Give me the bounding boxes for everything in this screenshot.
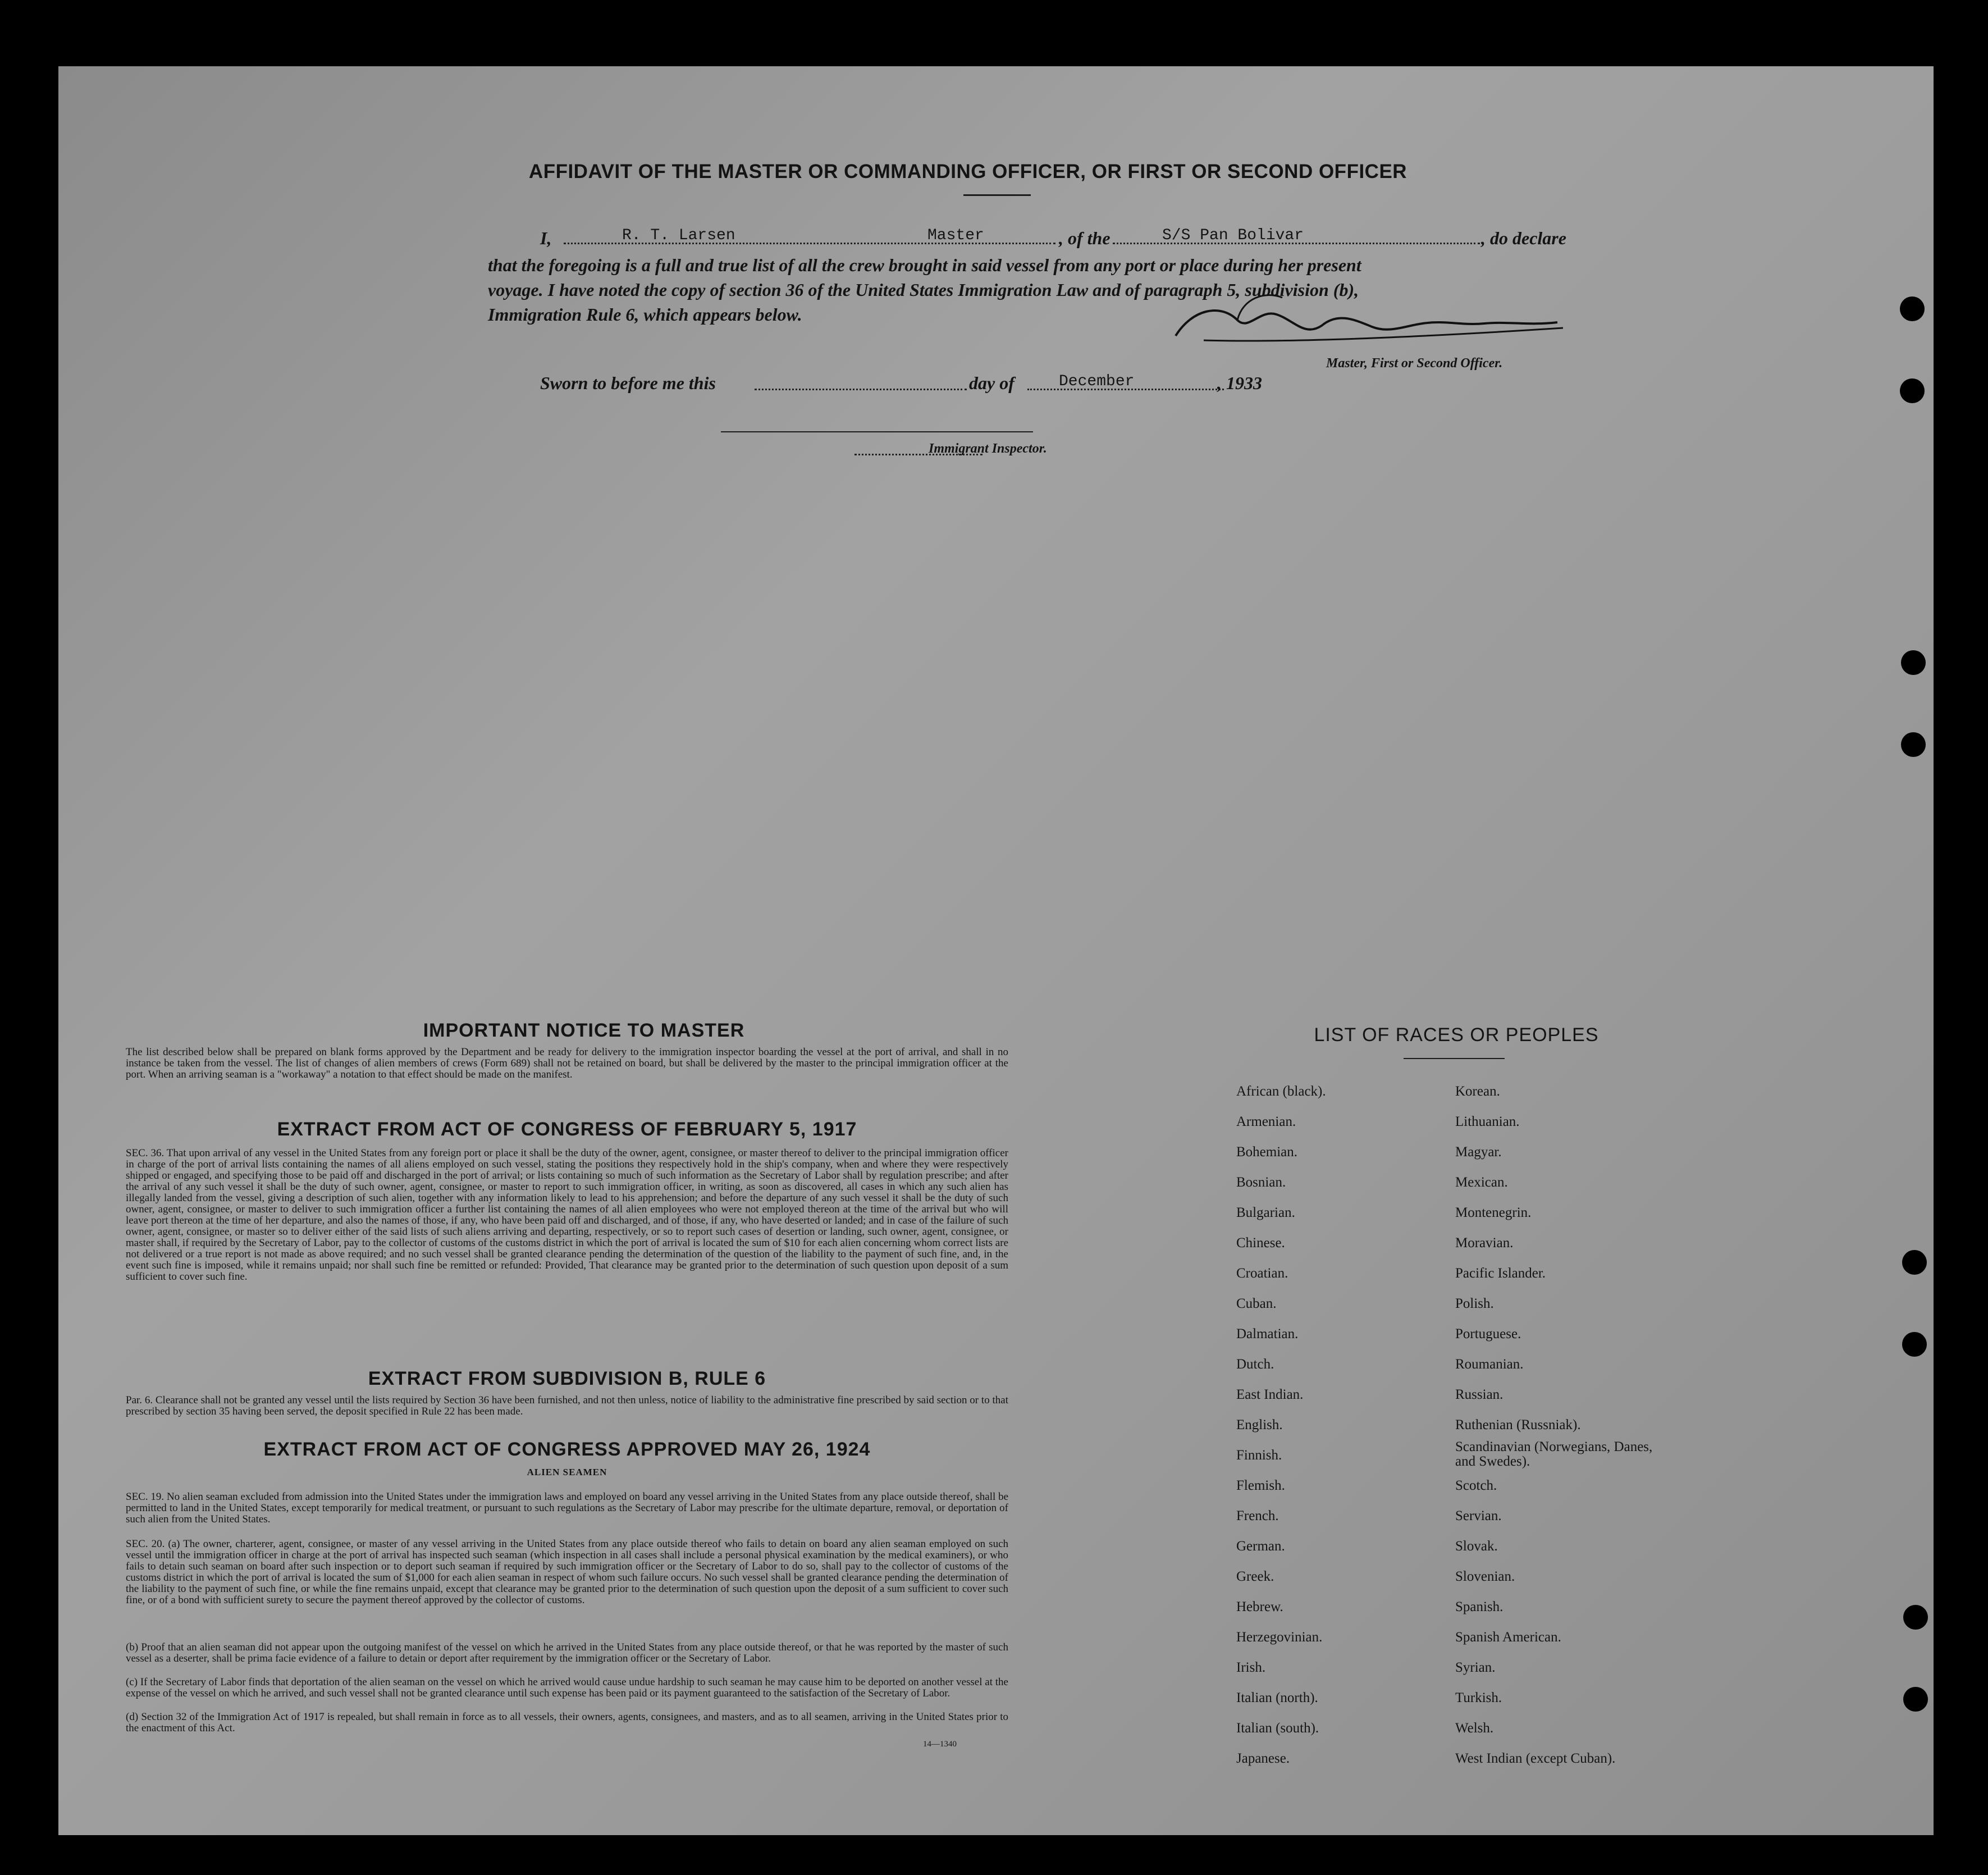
race-right: Polish. — [1455, 1296, 1494, 1311]
race-right: Moravian. — [1455, 1235, 1514, 1251]
sworn-year: , 1933 — [1217, 373, 1262, 393]
race-right: Magyar. — [1455, 1144, 1502, 1160]
master-name: R. T. Larsen — [622, 227, 735, 244]
punch-hole — [1901, 650, 1926, 675]
races-title: LIST OF RACES OR PEOPLES — [1314, 1024, 1599, 1046]
i-label: I, — [540, 228, 552, 248]
inspector-caption: Immigrant Inspector. — [929, 441, 1047, 456]
race-left: Flemish. — [1236, 1478, 1285, 1493]
master-rank: Master — [927, 227, 984, 244]
race-left: Dutch. — [1236, 1357, 1274, 1372]
race-left: Finnish. — [1236, 1448, 1282, 1463]
race-left: Cuban. — [1236, 1296, 1277, 1311]
race-right: Ruthenian (Russniak). — [1455, 1417, 1581, 1433]
act-1924-sec-20b: (b) Proof that an alien seaman did not appear upon the outgoing manifest of the vessel on which he arrived in the United States from any place outside thereof, or that he was reported by the master of such vessel as a deserter, shall be prima facie evidence of a failure to detain or deport after requirement by the immigration officer or the Secretary of Labor. — [126, 1641, 1008, 1664]
notice-title: IMPORTANT NOTICE TO MASTER — [423, 1020, 745, 1041]
act-1924-subtitle: ALIEN SEAMEN — [527, 1467, 607, 1477]
race-left: Japanese. — [1236, 1751, 1290, 1766]
signature-caption: Master, First or Second Officer. — [1326, 356, 1503, 371]
punch-hole — [1903, 1687, 1928, 1712]
race-left: Herzegovinian. — [1236, 1630, 1323, 1645]
signature — [1170, 286, 1585, 354]
race-right: Roumanian. — [1455, 1357, 1524, 1372]
race-right: Scotch. — [1455, 1478, 1497, 1493]
form-sheet — [58, 66, 1934, 1835]
affidavit-line-3: Immigration Rule 6, which appears below. — [488, 304, 802, 325]
race-left: Chinese. — [1236, 1235, 1285, 1251]
races-title-underline — [1404, 1058, 1505, 1059]
do-declare-label: , do declare — [1481, 228, 1566, 248]
race-left: Italian (north). — [1236, 1690, 1318, 1705]
race-right: Spanish American. — [1455, 1630, 1561, 1645]
race-left: East Indian. — [1236, 1387, 1304, 1402]
race-right: Slovak. — [1455, 1539, 1498, 1554]
act-1924-sec-20d: (d) Section 32 of the Immigration Act of 1917 is repealed, but shall remain in force as to all vessels, their owners, agents, consignees, and masters, and as to all seamen, arriving in the United States prior to the enactment of this Act. — [126, 1711, 1008, 1734]
race-right: Montenegrin. — [1455, 1205, 1532, 1220]
punch-hole — [1900, 378, 1925, 403]
race-right: Turkish. — [1455, 1690, 1502, 1705]
punch-hole — [1901, 732, 1926, 757]
race-left: Hebrew. — [1236, 1599, 1283, 1614]
title-underline — [963, 194, 1031, 196]
punch-hole — [1903, 1605, 1928, 1630]
race-right: Lithuanian. — [1455, 1114, 1520, 1129]
race-right: Spanish. — [1455, 1599, 1503, 1614]
race-right: Portuguese. — [1455, 1326, 1521, 1342]
race-right: Mexican. — [1455, 1175, 1508, 1190]
act-1924-title: EXTRACT FROM ACT OF CONGRESS APPROVED MAY 26, 1924 — [263, 1439, 871, 1460]
affidavit-title: AFFIDAVIT OF THE MASTER OR COMMANDING OFFICER, OR FIRST OR SECOND OFFICER — [528, 161, 1407, 183]
race-left: Dalmatian. — [1236, 1326, 1299, 1342]
race-left: Bohemian. — [1236, 1144, 1298, 1160]
sworn-month: December — [1059, 373, 1135, 390]
race-right: Slovenian. — [1455, 1569, 1515, 1584]
race-right: Korean. — [1455, 1084, 1500, 1099]
act-1924-sec-20a: SEC. 20. (a) The owner, charterer, agent, consignee, or master of any vessel arriving in the United States from any place outside thereof who fails to detain on board any alien seaman employed on such vessel until the immigration officer in charge at the port of arrival has inspected such seaman (which inspection in all cases shall include a personal physical examination by the medical examiners), or who fails to detain such seaman on board after such inspection or to deport such seaman if required by such immigration officer or the Secretary of Labor to do so, shall pay to the collector of customs of the customs district in which the port of arrival is located the sum of $1,000 for each alien seaman in respect of whom such failure occurs. No such vessel shall be granted clearance pending the determination of the liability to the payment of such fine, or while the fine remains unpaid, except that clearance may be granted prior to the determination of such question upon the deposit of a sum sufficient to cover such fine, or of a bond with sufficient surety to secure the payment thereof approved by the collector of customs. — [126, 1538, 1008, 1606]
race-left: Irish. — [1236, 1660, 1266, 1675]
form-number: 14—1340 — [923, 1740, 957, 1749]
race-right: West Indian (except Cuban). — [1455, 1751, 1616, 1766]
race-left: Croatian. — [1236, 1266, 1288, 1281]
race-right: Syrian. — [1455, 1660, 1496, 1675]
race-left: Bulgarian. — [1236, 1205, 1295, 1220]
notice-text: The list described below shall be prepared on blank forms approved by the Department and be ready for delivery to the immigration inspector boarding the vessel at the port of arrival, and shall in no instance be taken from the vessel. The list of changes of alien members of crews (Form 689) shall not be retained on board, but shall be delivered by the master to the principal immigration officer at the port. When an arriving seaman is a "workaway" a notation to that effect should be made on the manifest. — [126, 1046, 1008, 1080]
race-left: Italian (south). — [1236, 1721, 1319, 1736]
rule-6-title: EXTRACT FROM SUBDIVISION B, RULE 6 — [368, 1368, 766, 1389]
race-right: Welsh. — [1455, 1721, 1494, 1736]
act-1924-sec-19: SEC. 19. No alien seaman excluded from admission into the United States under the immigration laws and employed on board any vessel arriving in the United States from any place outside thereof, shall be permitted to land in the United States, except temporarily for medical treatment, or pursuant to such regulations as the Secretary of Labor may prescribe for the ultimate departure, removal, or deportation of such alien from the United States. — [126, 1491, 1008, 1525]
affidavit-line-2: voyage. I have noted the copy of section 36 of the United States Immigration Law and of paragraph 5, subdivision (b), — [488, 280, 1359, 300]
race-left: African (black). — [1236, 1084, 1326, 1099]
of-the-label: , of the — [1059, 228, 1110, 248]
affidavit-line-1: that the foregoing is a full and true list of all the crew brought in said vessel from any port or place during her present — [488, 255, 1361, 275]
vessel-name: S/S Pan Bolivar — [1162, 227, 1304, 244]
punch-hole — [1900, 296, 1925, 321]
act-1917-title: EXTRACT FROM ACT OF CONGRESS OF FEBRUARY 5, 1917 — [277, 1119, 857, 1140]
race-right: Pacific Islander. — [1455, 1266, 1546, 1281]
race-left: French. — [1236, 1508, 1279, 1523]
inspector-signature-line — [721, 431, 1033, 432]
punch-hole — [1902, 1332, 1927, 1357]
race-left: English. — [1236, 1417, 1283, 1433]
race-left: Bosnian. — [1236, 1175, 1286, 1190]
act-1917-text: SEC. 36. That upon arrival of any vessel in the United States from any foreign port or place it shall be the duty of the owner, agent, consignee, or master thereof to deliver to the principal immigration officer in charge of the port of arrival lists containing the names of all aliens employed on such vessel, stating the positions they respectively hold in the ship's company, when and where they were respectively shipped or engaged, and specifying those to be paid off and discharged in the port of arrival; or lists containing so much of such information as the Secretary of Labor shall by regulation prescribe; and after the arrival of any such vessel it shall be the duty of such owner, agent, consignee, or master to report to such immigration officer, in writing, as soon as discovered, all cases in which any such alien has illegally landed from the vessel, giving a description of such alien, together with any information likely to lead to his apprehension; and before the departure of any such vessel it shall be the duty of such owner, agent, consignee, or master to deliver to such immigration officer a further list containing the names of all alien employees who were not employed thereon at the time of the arrival but who will leave port thereon at the time of her departure, and also the names of those, if any, who have been paid off and discharged, and of those, if any, who have deserted or landed; and in case of the failure of such owner, agent, consignee, or master so to deliver either of the said lists of such aliens arriving and departing, respectively, or so to report such cases of desertion or landing, such owner, agent, consignee, or master shall, if required by the Secretary of Labor, pay to the collector of customs of the customs district in which the port of arrival is located the sum of $10 for each alien concerning whom correct lists are not delivered or a true report is not made as above required; and no such vessel shall be granted clearance pending the determination of the question of the liability to the payment of such fine, and, in the event such fine is imposed, while it remains unpaid; nor shall such fine be remitted or refunded: Provided, That clearance may be granted prior to the determination of such question upon deposit of a sum sufficient to cover such fine. — [126, 1147, 1008, 1283]
race-right: Servian. — [1455, 1508, 1502, 1523]
act-1924-sec-20c: (c) If the Secretary of Labor finds that deportation of the alien seaman on the vessel on which he arrived would cause undue hardship to such seaman he may cause him to be deported on another vessel at the expense of the vessel on which he arrived, and such vessel shall not be granted clearance until such expense has been paid or its payment guaranteed to the satisfaction of the Secretary of Labor. — [126, 1676, 1008, 1699]
sworn-label: Sworn to before me this — [540, 373, 716, 393]
race-right: Russian. — [1455, 1387, 1503, 1402]
rule-6-text: Par. 6. Clearance shall not be granted any vessel until the lists required by Section 36 have been furnished, and not then unless, notice of liability to the administrative fine prescribed by said section or to that prescribed by section 35 having been served, the deposit specified in Rule 22 has been made. — [126, 1394, 1008, 1417]
race-left: German. — [1236, 1539, 1285, 1554]
sworn-day-line — [755, 389, 967, 390]
race-right: Scandinavian (Norwegians, Danes, and Swedes). — [1455, 1439, 1653, 1469]
punch-hole — [1902, 1250, 1927, 1275]
race-left: Greek. — [1236, 1569, 1274, 1584]
race-left: Armenian. — [1236, 1114, 1296, 1129]
day-of-label: day of — [969, 373, 1014, 393]
